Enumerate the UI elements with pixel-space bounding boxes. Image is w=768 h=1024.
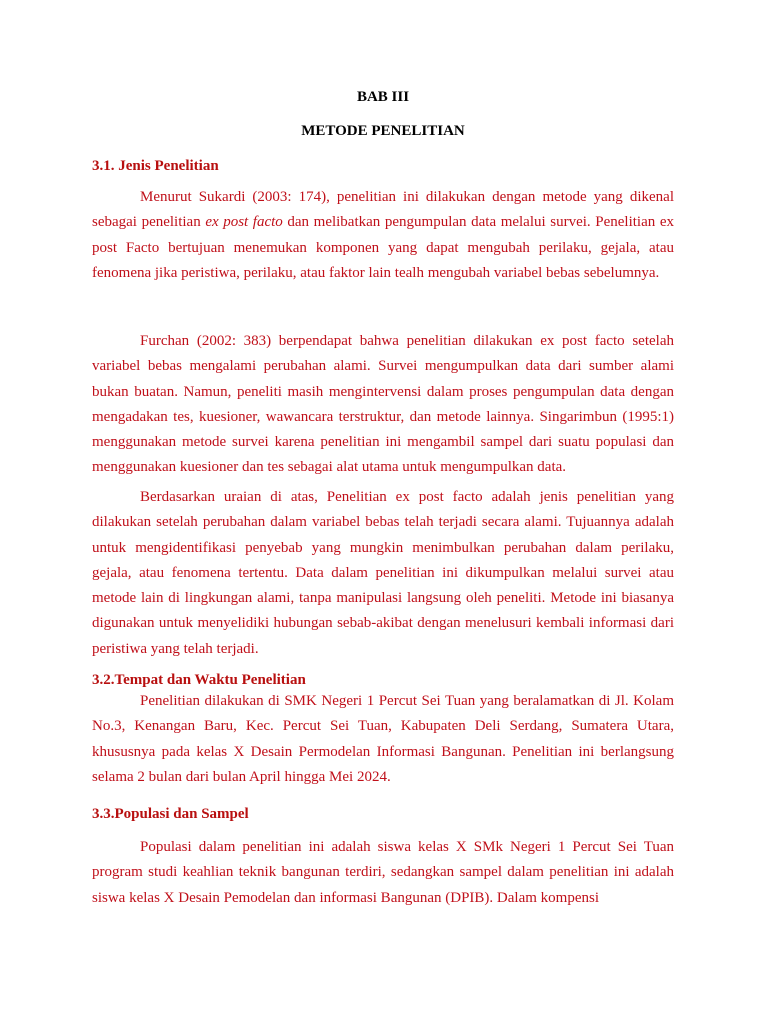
paragraph-jenis-3: Berdasarkan uraian di atas, Penelitian ex post facto adalah jenis penelitian yang dilakukan setelah perubahan dalam variabel bebas telah terjadi secara alami. Tujuannya adalah untuk mengidentifikasi penyebab yang mungkin menimbulkan perubahan dalam perilaku, gejala, atau fenomena tertentu. Data dalam penelitian ini dikumpulkan melalui survei atau metode lain di lingkungan alami, tanpa manipulasi langsung oleh peneliti. Metode ini biasanya digunakan untuk menyelidiki hubungan sebab-akibat dengan menelusuri kembali informasi dari peristiwa yang telah terjadi. [92,489,674,657]
section-heading-jenis-penelitian: 3.1. Jenis Penelitian [92,158,219,174]
paragraph-jenis-1-italic-term: ex post facto [205,214,283,231]
paragraph-jenis-1 [92,185,674,286]
section-heading-tempat-waktu: 3.2.Tempat dan Waktu Penelitian [92,672,306,688]
paragraph-populasi-1: Populasi dalam penelitian ini adalah siswa kelas X SMk Negeri 1 Percut Sei Tuan program studi keahlian teknik bangunan terdiri, sedangkan sampel dalam penelitian ini adalah siswa kelas X Desain Pemodelan dan informasi Bangunan (DPIB). Dalam kompensi [92,839,674,906]
chapter-label: BAB III [356,89,410,105]
paragraph-jenis-1-text-b: dan melibatkan pengumpulan data melalui survei. Penelitian ex post Facto bertujuan menemukan komponen yang dapat mengubah perilaku, gejala, atau fenomena jika peristiwa, perilaku, atau faktor lain tealh mengubah variabel bebas sebelumnya. [92,214,674,281]
paragraph-tempat-1: Penelitian dilakukan di SMK Negeri 1 Percut Sei Tuan yang beralamatkan di Jl. Kolam No.3, Kenangan Baru, Kec. Percut Sei Tuan, Kabupaten Deli Serdang, Sumatera Utara, khususnya pada kelas X Desain Permodelan Informasi Bangunan. Penelitian ini berlangsung selama 2 bulan dari bulan April hingga Mei 2024. [92,693,674,785]
paragraph-jenis-1-text-a: Menurut Sukardi (2003: 174), penelitian ini dilakukan dengan metode yang dikenal sebagai penelitian [92,189,674,231]
section-heading-populasi-sampel: 3.3.Populasi dan Sampel [92,806,249,822]
chapter-title: METODE PENELITIAN [301,123,465,139]
paragraph-jenis-2: Furchan (2002: 383) berpendapat bahwa penelitian dilakukan ex post facto setelah variabel bebas mengalami perubahan alami. Survei mengumpulkan data dari sumber alami bukan buatan. Namun, peneliti masih mengintervensi dalam proses pengumpulan data dengan mengadakan tes, kuesioner, wawancara terstruktur, dan metode lainnya. Singarimbun (1995:1) menggunakan metode survei karena penelitian ini mengambil sampel dari suatu populasi dan menggunakan kuesioner dan tes sebagai alat utama untuk mengumpulkan data. [92,333,674,476]
